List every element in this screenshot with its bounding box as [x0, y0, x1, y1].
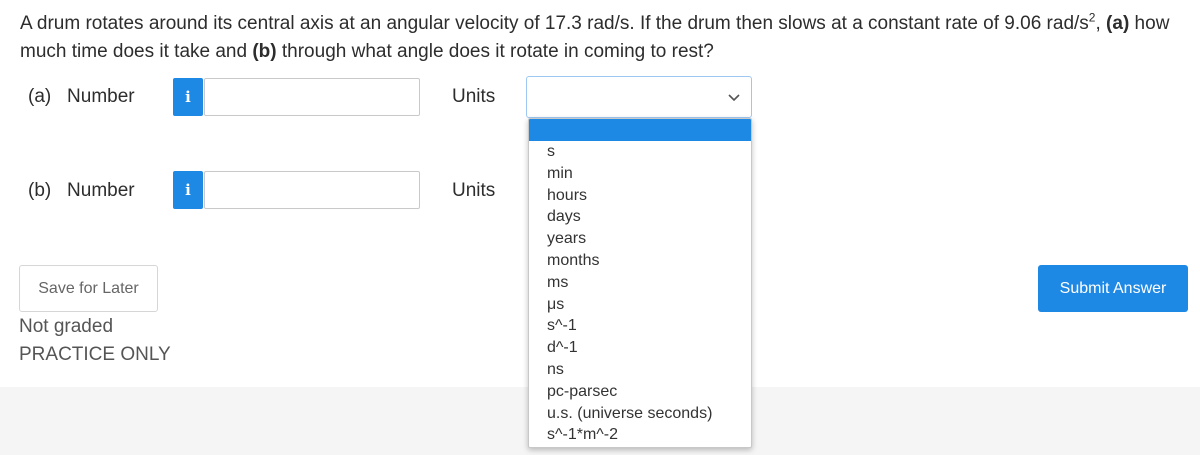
exponent: 2	[1088, 10, 1096, 25]
dropdown-option[interactable]: d^-1	[547, 339, 578, 357]
dropdown-option[interactable]: min	[547, 164, 573, 182]
graded-status: Not graded	[19, 316, 114, 337]
dropdown-option[interactable]: pc-parsec	[547, 382, 618, 400]
part-b-number-input[interactable]	[204, 171, 420, 209]
part-b-label: (b) Number	[28, 180, 135, 201]
part-a-info-icon[interactable]: i	[173, 78, 203, 116]
part-a-number-input[interactable]	[204, 78, 420, 116]
save-for-later-button[interactable]: Save for Later	[19, 265, 158, 312]
dropdown-option[interactable]: hours	[547, 186, 588, 204]
dropdown-option[interactable]: months	[547, 251, 600, 269]
dropdown-option[interactable]: u.s. (universe seconds)	[547, 404, 713, 422]
practice-mode-label: PRACTICE ONLY	[19, 344, 171, 365]
dropdown-option[interactable]: s	[547, 143, 555, 160]
dropdown-option[interactable]: days	[547, 208, 581, 226]
dropdown-option[interactable]: s^-1*m^-2	[547, 426, 619, 444]
dropdown-option-empty-highlighted[interactable]	[529, 119, 751, 141]
dropdown-option[interactable]: s^-1	[547, 317, 577, 335]
part-a-label: (a) Number	[28, 86, 135, 107]
part-a-units-label: Units	[452, 86, 496, 107]
part-a-units-select[interactable]	[526, 76, 752, 118]
part-b-units-label: Units	[452, 180, 496, 201]
question-text: A drum rotates around its central axis at an angular velocity of 17.3 rad/s. If the drum then slows at a constant rate of 9.06 rad/$s^2$, (a) how much time does it take and (b) through what angle does it rotate in coming to rest?	[20, 10, 1170, 62]
dropdown-option[interactable]: years	[547, 230, 587, 248]
part-b-info-icon[interactable]: i	[173, 171, 203, 209]
part-b-marker: (b)	[252, 41, 277, 62]
dropdown-option[interactable]: μs	[547, 295, 565, 313]
submit-answer-button[interactable]: Submit Answer	[1038, 265, 1188, 312]
dropdown-option[interactable]: ms	[547, 273, 569, 291]
part-a-marker: (a)	[1106, 13, 1130, 34]
units-dropdown-list	[528, 118, 752, 448]
chevron-down-icon	[727, 90, 741, 104]
dropdown-option[interactable]: ns	[547, 360, 564, 378]
